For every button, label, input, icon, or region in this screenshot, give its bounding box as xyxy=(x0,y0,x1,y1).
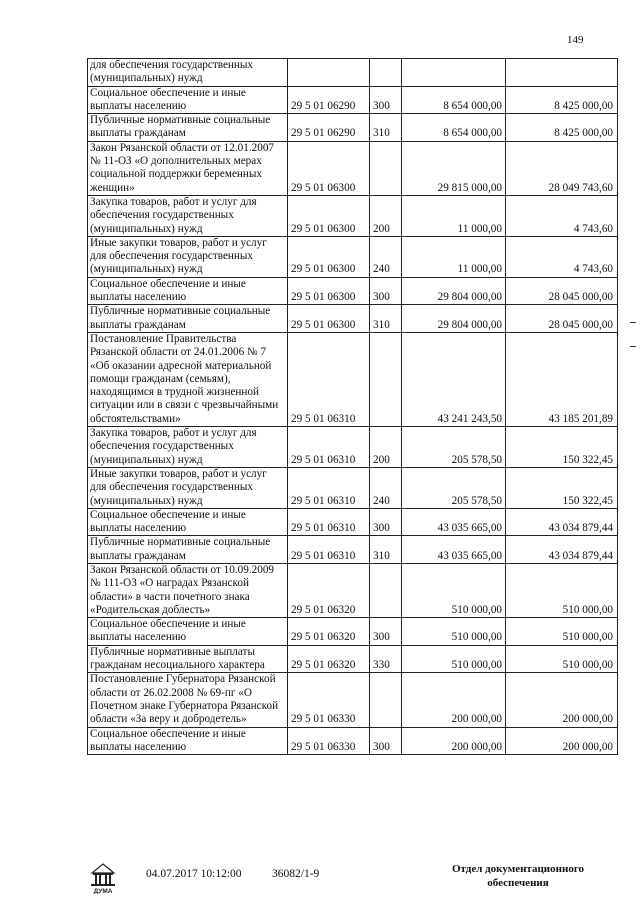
row-target-code: 29 5 01 06290 xyxy=(288,86,370,114)
row-amount-planned xyxy=(402,59,506,87)
table-row xyxy=(88,305,618,333)
row-amount-planned: 8 654 000,00 xyxy=(402,86,506,114)
row-amount-executed: 150 322,45 xyxy=(506,467,618,508)
row-description: Иные закупки товаров, работ и услуг для обеспечения государственных (муниципальных) нужд xyxy=(88,236,288,277)
row-amount-planned: 29 804 000,00 xyxy=(402,277,506,305)
budget-table xyxy=(87,58,613,755)
row-target-code xyxy=(288,59,370,87)
row-amount-planned: 11 000,00 xyxy=(402,236,506,277)
scan-edge-mark xyxy=(630,346,636,347)
row-target-code: 29 5 01 06310 xyxy=(288,332,370,426)
budget-table-grid xyxy=(87,58,618,755)
row-amount-executed: 28 045 000,00 xyxy=(506,277,618,305)
row-target-code: 29 5 01 06330 xyxy=(288,727,370,755)
row-expense-type: 200 xyxy=(370,195,402,236)
row-description: Социальное обеспечение и иные выплаты населению xyxy=(88,618,288,646)
row-amount-executed: 510 000,00 xyxy=(506,645,618,673)
row-amount-planned: 205 578,50 xyxy=(402,427,506,468)
row-description: Публичные нормативные социальные выплаты гражданам xyxy=(88,114,288,142)
row-description: Закупка товаров, работ и услуг для обеспечения государственных (муниципальных) нужд xyxy=(88,427,288,468)
row-description: Постановление Правительства Рязанской области от 24.01.2006 № 7 «Об оказании адресной материальной помощи гражданам (семьям), находящимся в трудной жизненной ситуации или в связи с чрезвычайными обстоятельствами» xyxy=(88,332,288,426)
row-description: Закон Рязанской области от 10.09.2009 № 111-ОЗ «О наградах Рязанской области» в части почетного знака «Родительская доблесть» xyxy=(88,563,288,617)
table-row xyxy=(88,59,618,87)
row-amount-executed: 200 000,00 xyxy=(506,727,618,755)
footer-department xyxy=(438,862,598,890)
table-row xyxy=(88,563,618,617)
table-row xyxy=(88,673,618,727)
row-description: Постановление Губернатора Рязанской области от 26.02.2008 № 69-пг «О Почетном знаке Губернатора Рязанской области «За веру и добродетель» xyxy=(88,673,288,727)
row-target-code: 29 5 01 06290 xyxy=(288,114,370,142)
row-description: Публичные нормативные социальные выплаты гражданам xyxy=(88,305,288,333)
row-amount-planned: 510 000,00 xyxy=(402,645,506,673)
row-expense-type: 310 xyxy=(370,305,402,333)
row-amount-planned: 200 000,00 xyxy=(402,673,506,727)
row-amount-executed: 4 743,60 xyxy=(506,195,618,236)
table-row xyxy=(88,467,618,508)
row-expense-type xyxy=(370,332,402,426)
row-description: Закупка товаров, работ и услуг для обеспечения государственных (муниципальных) нужд xyxy=(88,195,288,236)
table-row xyxy=(88,86,618,114)
row-target-code: 29 5 01 06300 xyxy=(288,277,370,305)
footer-doc-code: 36082/1-9 xyxy=(272,868,320,880)
row-target-code: 29 5 01 06320 xyxy=(288,645,370,673)
table-row xyxy=(88,536,618,564)
row-description: Социальное обеспечение и иные выплаты населению xyxy=(88,727,288,755)
row-amount-executed: 8 425 000,00 xyxy=(506,86,618,114)
row-description: Публичные нормативные выплаты гражданам несоциального характера xyxy=(88,645,288,673)
row-expense-type xyxy=(370,141,402,195)
table-row xyxy=(88,114,618,142)
row-expense-type: 200 xyxy=(370,427,402,468)
row-description: Иные закупки товаров, работ и услуг для обеспечения государственных (муниципальных) нужд xyxy=(88,467,288,508)
row-target-code: 29 5 01 06300 xyxy=(288,236,370,277)
row-expense-type: 300 xyxy=(370,277,402,305)
footer-dept-line2: обеспечения xyxy=(487,877,549,889)
row-target-code: 29 5 01 06310 xyxy=(288,536,370,564)
row-amount-planned: 43 035 665,00 xyxy=(402,536,506,564)
row-target-code: 29 5 01 06300 xyxy=(288,141,370,195)
row-expense-type xyxy=(370,59,402,87)
row-expense-type: 310 xyxy=(370,114,402,142)
row-amount-planned: 29 815 000,00 xyxy=(402,141,506,195)
table-row xyxy=(88,508,618,536)
row-expense-type: 330 xyxy=(370,645,402,673)
table-row xyxy=(88,618,618,646)
row-expense-type xyxy=(370,563,402,617)
row-amount-planned: 11 000,00 xyxy=(402,195,506,236)
row-amount-executed: 28 049 743,60 xyxy=(506,141,618,195)
row-description: Социальное обеспечение и иные выплаты населению xyxy=(88,86,288,114)
row-expense-type: 240 xyxy=(370,467,402,508)
row-amount-executed: 150 322,45 xyxy=(506,427,618,468)
row-description: Социальное обеспечение и иные выплаты населению xyxy=(88,508,288,536)
row-expense-type: 300 xyxy=(370,86,402,114)
row-amount-executed: 43 034 879,44 xyxy=(506,508,618,536)
row-target-code: 29 5 01 06320 xyxy=(288,618,370,646)
row-expense-type: 240 xyxy=(370,236,402,277)
row-amount-executed: 28 045 000,00 xyxy=(506,305,618,333)
row-expense-type: 300 xyxy=(370,618,402,646)
duma-logo-icon xyxy=(88,862,118,894)
row-amount-executed: 43 185 201,89 xyxy=(506,332,618,426)
row-amount-executed xyxy=(506,59,618,87)
page-footer xyxy=(0,862,640,902)
row-target-code: 29 5 01 06310 xyxy=(288,508,370,536)
row-amount-executed: 200 000,00 xyxy=(506,673,618,727)
row-target-code: 29 5 01 06330 xyxy=(288,673,370,727)
budget-table-body xyxy=(88,59,618,755)
row-description: Закон Рязанской области от 12.01.2007 № 11-ОЗ «О дополнительных мерах социальной поддержки беременных женщин» xyxy=(88,141,288,195)
row-target-code: 29 5 01 06310 xyxy=(288,467,370,508)
row-description: Публичные нормативные социальные выплаты гражданам xyxy=(88,536,288,564)
row-target-code: 29 5 01 06300 xyxy=(288,305,370,333)
page-number: 149 xyxy=(567,34,584,46)
row-target-code: 29 5 01 06320 xyxy=(288,563,370,617)
row-amount-planned: 43 241 243,50 xyxy=(402,332,506,426)
footer-dept-line1: Отдел документационного xyxy=(451,863,585,875)
row-amount-executed: 510 000,00 xyxy=(506,563,618,617)
scan-edge-mark xyxy=(630,322,636,323)
row-amount-planned: 200 000,00 xyxy=(402,727,506,755)
row-amount-executed: 43 034 879,44 xyxy=(506,536,618,564)
table-row xyxy=(88,236,618,277)
row-amount-planned: 205 578,50 xyxy=(402,467,506,508)
row-amount-planned: 510 000,00 xyxy=(402,563,506,617)
row-expense-type: 300 xyxy=(370,508,402,536)
row-target-code: 29 5 01 06300 xyxy=(288,195,370,236)
row-amount-planned: 29 804 000,00 xyxy=(402,305,506,333)
row-expense-type: 310 xyxy=(370,536,402,564)
logo-caption: ДУМА xyxy=(93,888,113,894)
footer-date: 04.07.2017 10:12:00 xyxy=(146,868,242,880)
row-target-code: 29 5 01 06310 xyxy=(288,427,370,468)
table-row xyxy=(88,195,618,236)
row-description: для обеспечения государственных (муниципальных) нужд xyxy=(88,59,288,87)
table-row xyxy=(88,277,618,305)
table-row xyxy=(88,332,618,426)
table-row xyxy=(88,427,618,468)
row-amount-executed: 510 000,00 xyxy=(506,618,618,646)
row-amount-executed: 8 425 000,00 xyxy=(506,114,618,142)
row-amount-planned: 43 035 665,00 xyxy=(402,508,506,536)
table-row xyxy=(88,141,618,195)
table-row xyxy=(88,727,618,755)
row-amount-planned: 510 000,00 xyxy=(402,618,506,646)
row-amount-planned: 8 654 000,00 xyxy=(402,114,506,142)
table-row xyxy=(88,645,618,673)
row-amount-executed: 4 743,60 xyxy=(506,236,618,277)
row-expense-type: 300 xyxy=(370,727,402,755)
row-description: Социальное обеспечение и иные выплаты населению xyxy=(88,277,288,305)
row-expense-type xyxy=(370,673,402,727)
